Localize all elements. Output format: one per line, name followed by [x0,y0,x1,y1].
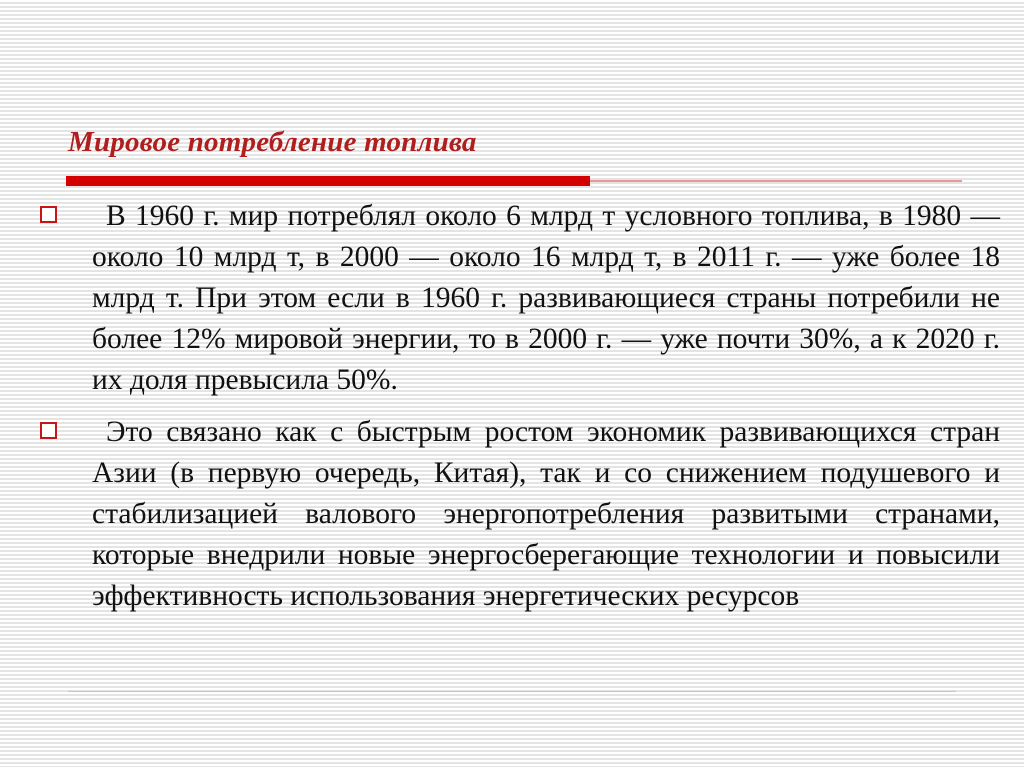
bullet-text: Это связано как с быстрым ростом экономик развивающихся стран Азии (в первую очередь, Китая), так и со снижением подушевого и стабилизацией валового энергопотребления развитыми странами, которые внедрили новые энергосберегающие технологии и повысили эффективность использования энергетических ресурсов [92,416,1000,612]
bullet-item [40,412,1000,617]
hollow-square-bullet-icon [40,422,57,439]
slide-title: Мировое потребление топлива [68,126,477,158]
bullet-item [40,196,1000,401]
hollow-square-bullet-icon [40,206,57,223]
bullet-list [40,196,1000,628]
title-underline-thin [590,180,962,182]
bottom-divider [68,691,956,692]
title-underline-accent [66,176,590,186]
bullet-text: В 1960 г. мир потреблял около 6 млрд т условного топлива, в 1980 — около 10 млрд т, в 2000 — около 16 млрд т, в 2011 г. — уже более 18 млрд т. При этом если в 1960 г. развивающиеся страны потребили не более 12% мировой энергии, то в 2000 г. — уже почти 30%, а к 2020 г. их доля превысила 50%. [92,200,1000,396]
